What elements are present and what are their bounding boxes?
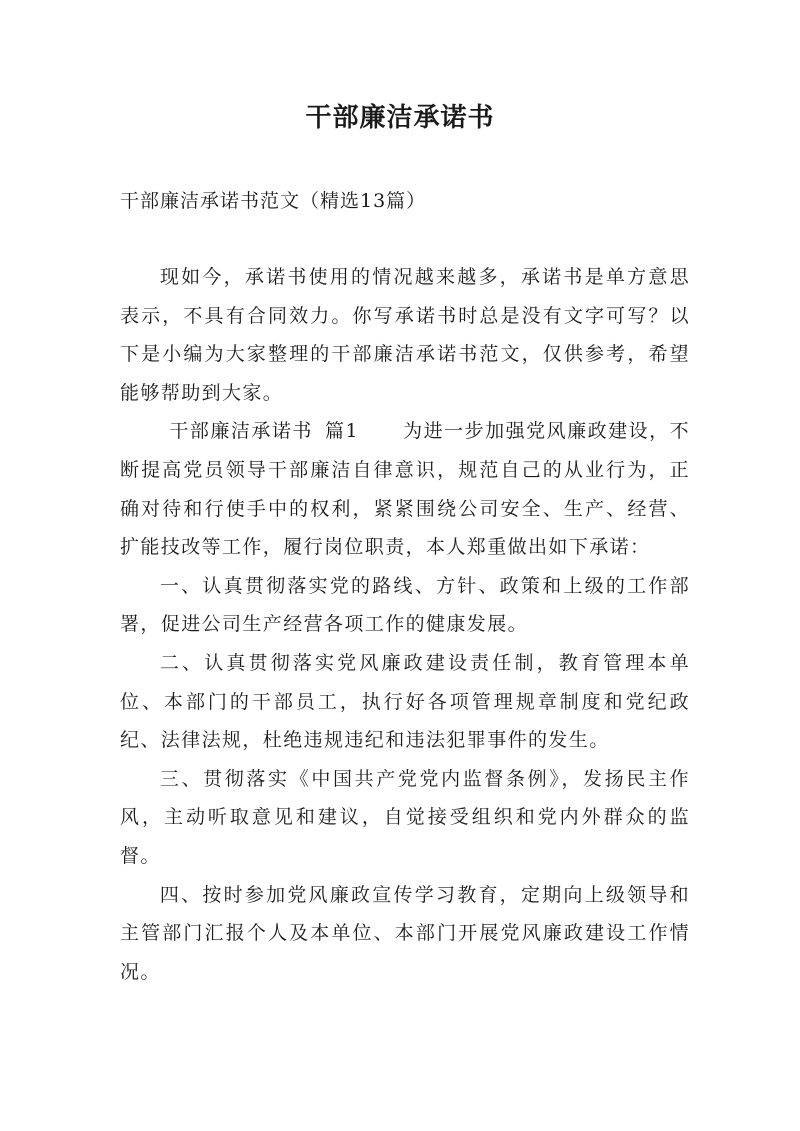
section-1-label: 篇1 xyxy=(324,420,359,443)
document-body xyxy=(120,258,690,991)
section-1-heading: 干部廉洁承诺书 xyxy=(169,420,313,443)
commitment-item: 二、认真贯彻落实党风廉政建设责任制，教育管理本单位、本部门的干部员工，执行好各项管理规章制度和党纪政纪、法律法规，杜绝违规违纪和违法犯罪事件的发生。 xyxy=(120,651,690,752)
commitment-item: 四、按时参加党风廉政宣传学习教育，定期向上级领导和主管部门汇报个人及本单位、本部门开展党风廉政建设工作情况。 xyxy=(120,883,690,983)
section-1-text: 为进一步加强党风廉政建设，不断提高党员领导干部廉洁自律意识，规范自己的从业行为，正确对待和行使手中的权利，紧紧围绕公司安全、生产、经营、扩能技改等工作，履行岗位职责，本人郑重做出如下承诺： xyxy=(120,420,690,559)
document-subtitle: 干部廉洁承诺书范文（精选13篇） xyxy=(120,190,427,212)
commitment-item: 三、贯彻落实《中国共产党党内监督条例》，发扬民主作风，主动听取意见和建议，自觉接受组织和党内外群众的监督。 xyxy=(120,767,690,867)
section-1-paragraph xyxy=(120,412,690,566)
commitment-item: 一、认真贯彻落实党的路线、方针、政策和上级的工作部署，促进公司生产经营各项工作的健康发展。 xyxy=(120,574,690,636)
intro-paragraph: 现如今，承诺书使用的情况越来越多，承诺书是单方意思表示，不具有合同效力。你写承诺书时总是没有文字可写？以下是小编为大家整理的干部廉洁承诺书范文，仅供参考，希望能够帮助到大家。 xyxy=(120,266,690,404)
document-title: 干部廉洁承诺书 xyxy=(305,103,495,133)
